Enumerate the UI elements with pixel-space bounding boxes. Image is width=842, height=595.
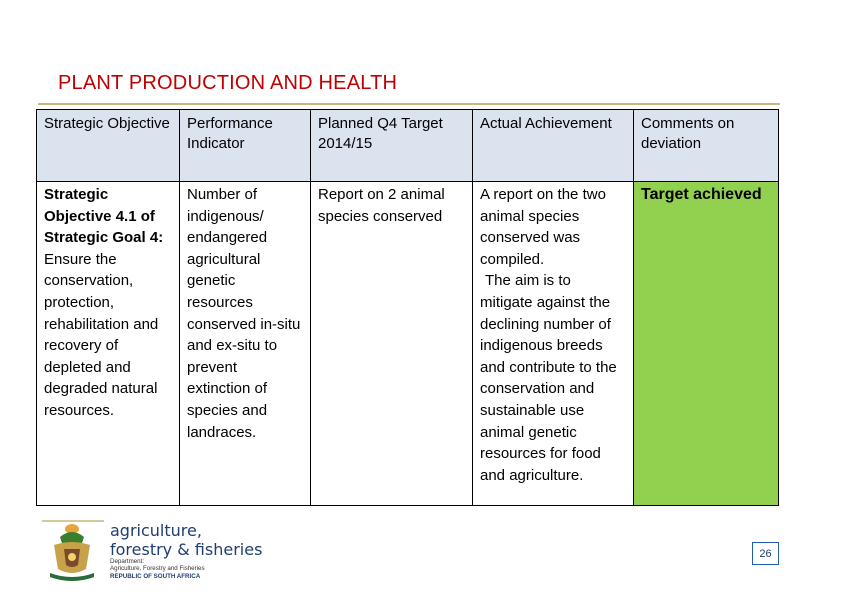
objective-text: Ensure the conservation, protection, rehabilitation and recovery of depleted and degraded natural resources. bbox=[44, 250, 159, 419]
logo-department-text bbox=[110, 558, 205, 580]
south-africa-coat-of-arms-icon bbox=[40, 517, 104, 587]
logo-line-1: agriculture, bbox=[110, 521, 202, 540]
achievement-text-1: A report on the two animal species conserved was compiled. bbox=[480, 186, 606, 268]
page-number: 26 bbox=[752, 542, 779, 565]
logo-dept-1: Department: bbox=[110, 558, 145, 565]
cell-performance-indicator: Number of indigenous/ endangered agricultural genetic resources conserved in-situ and ex-situ to prevent extinction of species and landraces. bbox=[180, 182, 311, 506]
header-performance-indicator: Performance Indicator bbox=[180, 110, 311, 182]
table-row bbox=[37, 182, 779, 506]
logo-wordmark bbox=[110, 521, 262, 559]
slide-title: PLANT PRODUCTION AND HEALTH bbox=[58, 72, 398, 94]
achievement-text-2: The aim is to mitigate against the declining number of indigenous breeds and contribute to the conservation and sustainable use animal genetic resources for food and agriculture. bbox=[480, 272, 617, 484]
cell-comments-status: Target achieved bbox=[634, 182, 779, 506]
header-comments: Comments on deviation bbox=[634, 110, 779, 182]
cell-actual-achievement bbox=[473, 182, 634, 506]
logo-dept-2: Agriculture, Forestry and Fisheries bbox=[110, 565, 205, 573]
logo-dept-3: REPUBLIC OF SOUTH AFRICA bbox=[110, 572, 201, 580]
header-strategic-objective: Strategic Objective bbox=[37, 110, 180, 182]
objective-bold-text: Strategic Objective 4.1 of Strategic Goal 4: bbox=[44, 186, 164, 247]
header-planned-target: Planned Q4 Target 2014/15 bbox=[311, 110, 473, 182]
table-header-row bbox=[37, 110, 779, 182]
logo-line-2: forestry & fisheries bbox=[110, 540, 263, 559]
header-actual-achievement: Actual Achievement bbox=[473, 110, 634, 182]
cell-strategic-objective bbox=[37, 182, 180, 506]
cell-planned-target: Report on 2 animal species conserved bbox=[311, 182, 473, 506]
title-divider bbox=[38, 103, 780, 105]
performance-table bbox=[36, 109, 779, 506]
